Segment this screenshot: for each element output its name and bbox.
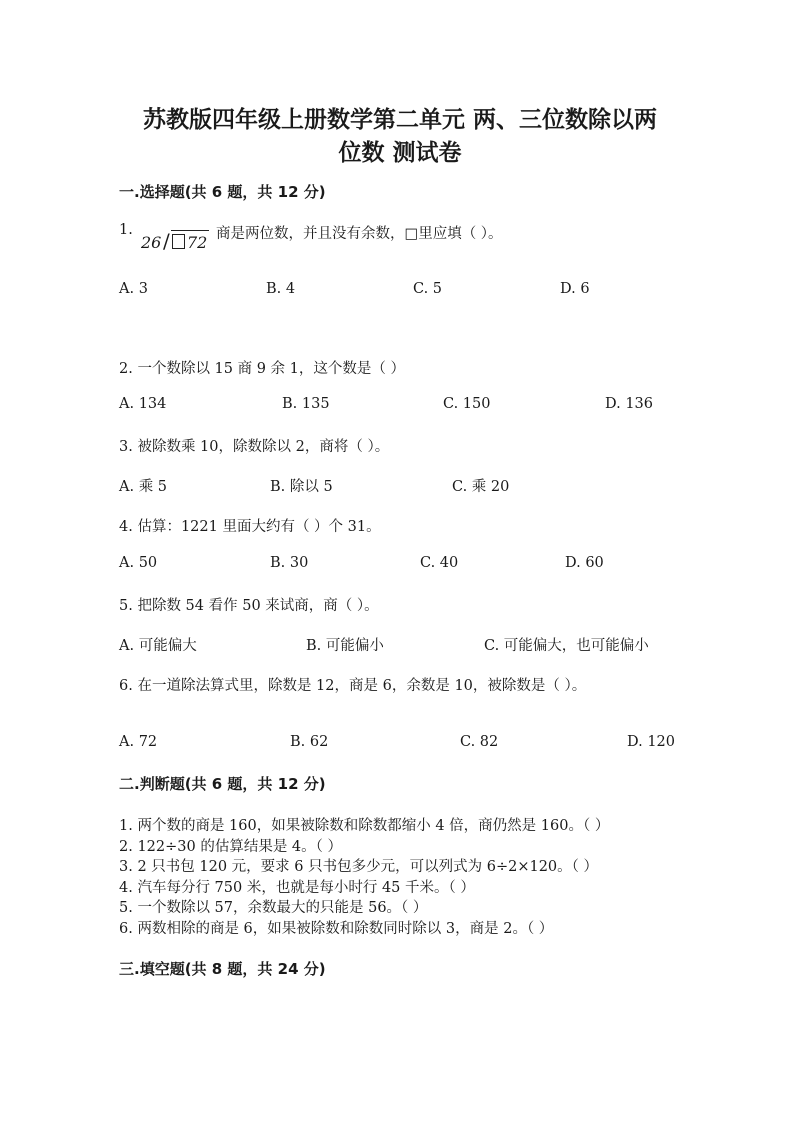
section3-heading: 三.填空题(共 8 题，共 24 分)	[119, 960, 326, 978]
q2-text: 2. 一个数除以 15 商 9 余 1，这个数是（ ）	[119, 361, 405, 377]
judge-item: 2. 122÷30 的估算结果是 4。（ ）	[119, 839, 343, 855]
q6-option-c: C. 82	[460, 734, 499, 750]
q6-option-a: A. 72	[119, 734, 158, 750]
page-title-line2: 位数 测试卷	[338, 140, 462, 166]
section1-heading: 一.选择题(共 6 题，共 12 分)	[119, 183, 326, 201]
q5-text: 5. 把除数 54 看作 50 来试商，商（ ）。	[119, 598, 379, 614]
q3-text: 3. 被除数乘 10，除数除以 2，商将（ ）。	[119, 439, 390, 455]
section2-heading: 二.判断题(共 6 题，共 12 分)	[119, 775, 326, 793]
q4-option-b: B. 30	[270, 555, 309, 571]
division-bracket-icon: /	[163, 229, 170, 253]
q4-text: 4. 估算：1221 里面大约有（ ）个 31。	[119, 519, 381, 535]
division-dividend-digits: 72	[187, 233, 208, 252]
q3-option-a: A. 乘 5	[119, 479, 168, 495]
q1-option-a: A. 3	[119, 281, 148, 297]
q5-option-b: B. 可能偏小	[306, 638, 384, 654]
q6-text: 6. 在一道除法算式里，除数是 12，商是 6，余数是 10，被除数是（ ）。	[119, 678, 587, 694]
judge-item: 1. 两个数的商是 160，如果被除数和除数都缩小 4 倍，商仍然是 160。（ ）	[119, 818, 610, 834]
q2-option-c: C. 150	[443, 396, 491, 412]
judge-item: 3. 2 只书包 120 元，要求 6 只书包多少元，可以列式为 6÷2×120。（ ）	[119, 859, 599, 875]
q5-option-c: C. 可能偏大，也可能偏小	[484, 638, 649, 654]
judge-item: 5. 一个数除以 57，余数最大的只能是 56。（ ）	[119, 900, 428, 916]
q1-option-b: B. 4	[266, 281, 296, 297]
q6-option-d: D. 120	[627, 734, 676, 750]
q1-option-d: D. 6	[560, 281, 590, 297]
long-division-figure	[141, 229, 211, 255]
q4-option-d: D. 60	[565, 555, 604, 571]
q1-number: 1.	[119, 222, 133, 238]
q1-text: 商是两位数，并且没有余数，□里应填（ ）。	[216, 226, 503, 242]
q2-option-d: D. 136	[605, 396, 654, 412]
q2-option-a: A. 134	[119, 396, 167, 412]
q4-option-a: A. 50	[119, 555, 158, 571]
q2-option-b: B. 135	[282, 396, 330, 412]
judge-item: 4. 汽车每分行 750 米，也就是每小时行 45 千米。（ ）	[119, 880, 475, 896]
page-title-line1: 苏教版四年级上册数学第二单元 两、三位数除以两	[142, 107, 657, 133]
q1-option-c: C. 5	[413, 281, 443, 297]
q3-option-c: C. 乘 20	[452, 479, 510, 495]
q4-option-c: C. 40	[420, 555, 459, 571]
division-divisor: 26	[141, 233, 162, 252]
division-bar	[171, 230, 209, 231]
judge-item: 6. 两数相除的商是 6，如果被除数和除数同时除以 3，商是 2。（ ）	[119, 921, 554, 937]
blank-box-icon	[172, 234, 185, 249]
q3-option-b: B. 除以 5	[270, 479, 333, 495]
q6-option-b: B. 62	[290, 734, 329, 750]
q5-option-a: A. 可能偏大	[119, 638, 197, 654]
